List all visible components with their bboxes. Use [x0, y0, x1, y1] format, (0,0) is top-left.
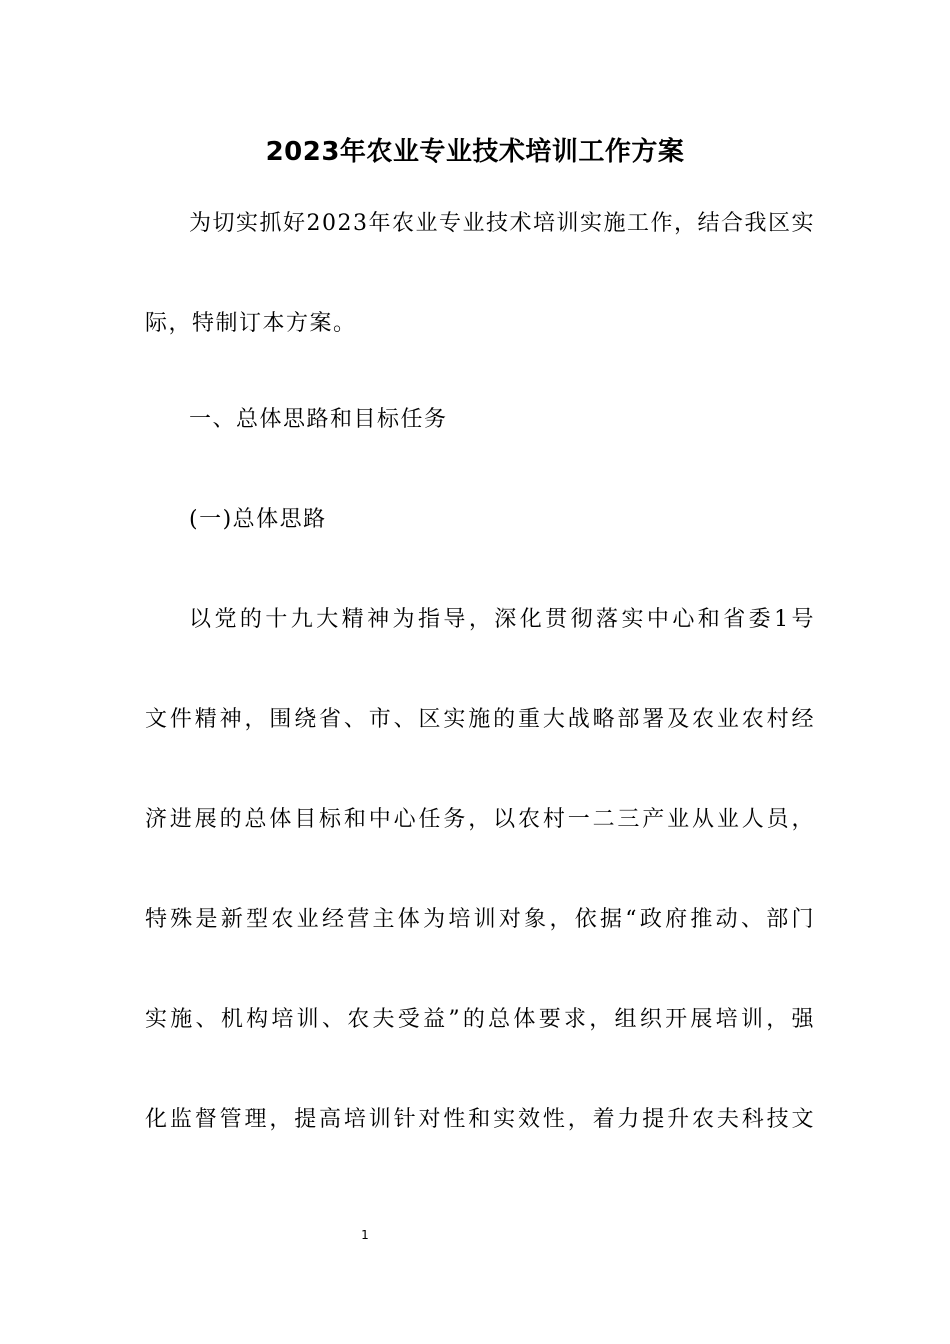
paragraph-line: 特殊是新型农业经营主体为培训对象，依据“政府推动、部门: [145, 907, 815, 932]
paragraph-line: 为切实抓好2023年农业专业技术培训实施工作，结合我区实: [189, 211, 815, 236]
subsection-heading: (一)总体思路: [189, 507, 327, 532]
paragraph-line: 文件精神，围绕省、市、区实施的重大战略部署及农业农村经: [145, 707, 815, 732]
section-heading: 一、总体思路和目标任务: [189, 407, 448, 432]
paragraph-line: 济进展的总体目标和中心任务，以农村一二三产业从业人员，: [145, 807, 815, 832]
page-number: 1: [361, 1228, 369, 1242]
paragraph-line: 化监督管理，提高培训针对性和实效性，着力提升农夫科技文: [145, 1107, 815, 1132]
document-title: 2023年农业专业技术培训工作方案: [265, 137, 685, 167]
paragraph-line: 际，特制订本方案。: [145, 311, 357, 336]
paragraph-line: 实施、机构培训、农夫受益”的总体要求，组织开展培训，强: [145, 1007, 815, 1032]
paragraph-line: 以党的十九大精神为指导，深化贯彻落实中心和省委1号: [189, 607, 815, 632]
